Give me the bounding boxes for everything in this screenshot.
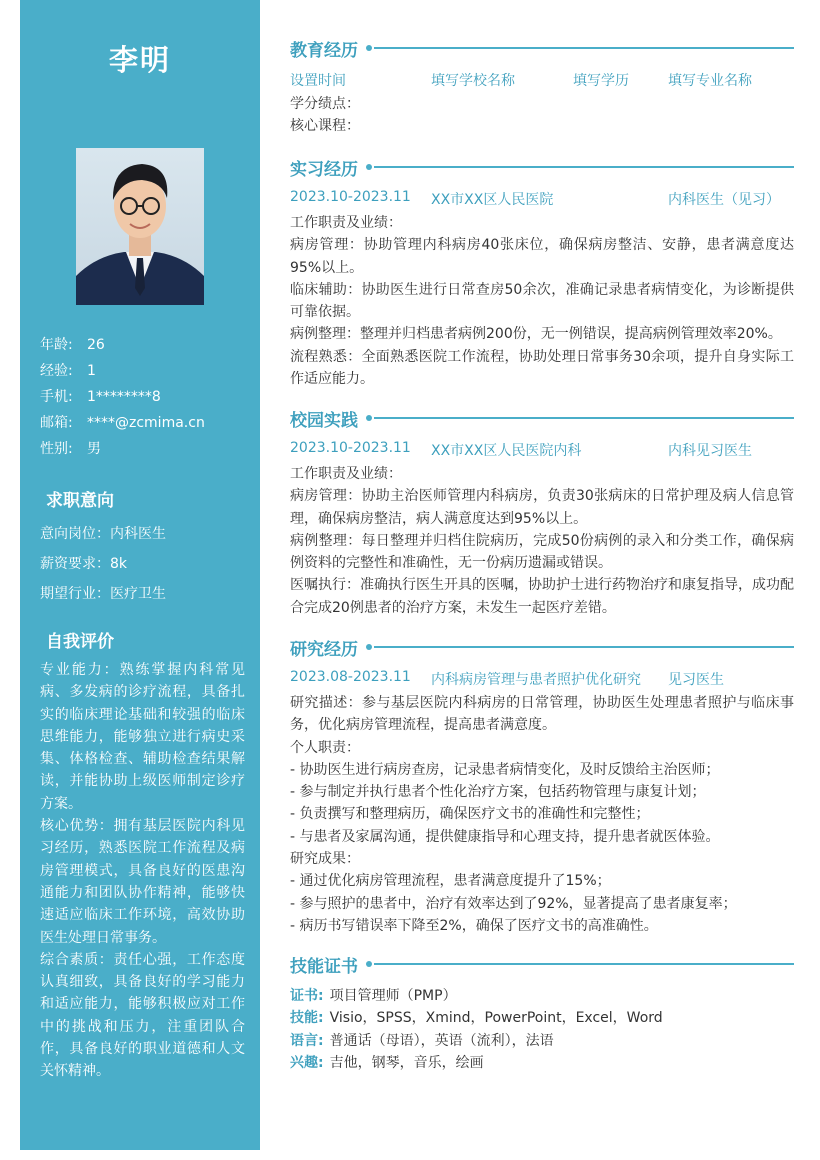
campus-line: 病房管理：协助主治医师管理内科病房，负责30张病床的日常护理及病人信息管理，确保病房整洁，病人满意度达到95%以上。	[290, 488, 794, 527]
info-experience: 经验: 1	[40, 363, 96, 379]
section-research-header	[290, 635, 794, 659]
bullet-dot-icon	[366, 164, 372, 170]
intent-title: 求职意向	[46, 491, 114, 511]
intern-line: 病例整理：整理并归档患者病例200份，无一例错误，提高病例管理效率20%。	[290, 326, 782, 343]
intent-position: 意向岗位：内科医生	[40, 526, 166, 542]
research-line: 研究成果：	[290, 851, 360, 868]
job-intent	[40, 523, 250, 613]
intent-salary: 薪资要求：8k	[40, 556, 128, 572]
edu-major: 填写专业名称	[668, 73, 752, 89]
research-line: - 参与照护的患者中，治疗有效率达到了92%，显著提高了患者康复率；	[290, 895, 737, 912]
skill-interests: 兴趣: 吉他，钢琴，音乐，绘画	[290, 1054, 484, 1071]
intern-role: 内科医生（见习）	[668, 192, 780, 208]
skill-tools: 技能: Visio，SPSS，Xmind，PowerPoint，Excel，Word	[290, 1010, 663, 1027]
intern-org: XX市XX区人民医院	[431, 192, 554, 208]
campus-body	[290, 463, 794, 619]
research-line: - 协助医生进行病房查房，记录患者病情变化，及时反馈给主治医师；	[290, 761, 720, 778]
section-title: 研究经历	[290, 639, 358, 660]
research-line: - 通过优化病房管理流程，患者满意度提升了15%；	[290, 873, 611, 890]
internship-body	[290, 212, 794, 390]
self-eval-paragraph: 核心优势：拥有基层医院内科见习经历，熟悉医院工作流程及病房管理模式，具备良好的医患沟通能力和团队协作精神，能够快速适应临床工作环境，高效协助医生处理日常事务。	[40, 818, 245, 946]
research-line: - 负责撰写和整理病历，确保医疗文书的准确性和完整性；	[290, 806, 650, 823]
education-body	[290, 93, 794, 138]
divider	[374, 417, 794, 419]
divider	[374, 166, 794, 168]
research-line: 研究描述：参与基层医院内科病房的日常管理，协助医生处理患者照护与临床事务，优化病房管理流程，提高患者满意度。	[290, 695, 794, 734]
internship-meta	[290, 189, 794, 209]
intern-time: 2023.10-2023.11	[290, 189, 411, 205]
divider	[374, 47, 794, 49]
section-education-header	[290, 36, 794, 60]
research-body	[290, 692, 794, 937]
research-line: - 参与制定并执行患者个性化治疗方案，包括药物管理与康复计划；	[290, 784, 706, 801]
edu-school: 填写学校名称	[431, 73, 515, 89]
section-skills-header	[290, 952, 794, 976]
bullet-dot-icon	[366, 644, 372, 650]
bullet-dot-icon	[366, 45, 372, 51]
intern-line: 临床辅助：协助医生进行日常查房50余次，准确记录患者病情变化，为诊断提供可靠依据。	[290, 281, 794, 321]
campus-meta	[290, 440, 794, 460]
self-evaluation	[40, 659, 245, 1083]
campus-time: 2023.10-2023.11	[290, 440, 411, 456]
section-campus-header	[290, 406, 794, 430]
section-title: 校园实践	[290, 410, 358, 431]
research-line: 个人职责：	[290, 739, 360, 756]
section-title: 技能证书	[290, 956, 358, 977]
section-internship-header	[290, 155, 794, 179]
intern-line: 工作职责及业绩：	[290, 215, 402, 231]
section-title: 实习经历	[290, 159, 358, 180]
info-gender: 性别: 男	[40, 441, 101, 457]
basic-info	[40, 334, 250, 464]
info-age: 年龄: 26	[40, 337, 105, 353]
campus-line: 医嘱执行：准确执行医生开具的医嘱，协助护士进行药物治疗和康复指导，成功配合完成20例患者的治疗方案，未发生一起医疗差错。	[290, 577, 794, 616]
info-phone: 手机: 1********8	[40, 389, 161, 405]
intern-line: 病房管理：协助管理内科病房40张床位，确保病房整洁、安静，患者满意度达95%以上。	[290, 237, 794, 276]
skill-certificate: 证书: 项目管理师（PMP）	[290, 988, 457, 1004]
education-meta	[290, 70, 794, 90]
bullet-dot-icon	[366, 415, 372, 421]
self-eval-paragraph: 专业能力：熟练掌握内科常见病、多发病的诊疗流程，具备扎实的临床理论基础和较强的临床思维能力，能够独立进行病史采集、体格检查、辅助检查结果解读，并能协助上级医师制定诊疗方案。	[40, 662, 245, 812]
candidate-name: 李明	[108, 43, 171, 77]
self-eval-title: 自我评价	[46, 632, 114, 652]
campus-line: 工作职责及业绩：	[290, 466, 402, 482]
campus-role: 内科见习医生	[668, 443, 752, 459]
divider	[374, 646, 794, 648]
research-meta	[290, 669, 794, 689]
divider	[374, 963, 794, 965]
research-line: - 病历书写错误率下降至2%，确保了医疗文书的高准确性。	[290, 917, 658, 934]
edu-time: 设置时间	[290, 73, 346, 89]
campus-line: 病例整理：每日整理并归档住院病历，完成50份病例的录入和分类工作，确保病例资料的完整性和准确性，无一份病历遗漏或错误。	[290, 532, 794, 572]
info-email: 邮箱: ****@zcmima.cn	[40, 415, 205, 431]
research-time: 2023.08-2023.11	[290, 669, 411, 685]
sidebar	[20, 0, 260, 1150]
research-line: - 与患者及家属沟通，提供健康指导和心理支持，提升患者就医体验。	[290, 828, 720, 845]
edu-line: 学分绩点：	[290, 96, 360, 112]
bullet-dot-icon	[366, 961, 372, 967]
intern-line: 流程熟悉：全面熟悉医院工作流程，协助处理日常事务30余项，提升自身实际工作适应能力。	[290, 348, 794, 388]
section-title: 教育经历	[290, 40, 358, 61]
intent-industry: 期望行业：医疗卫生	[40, 586, 166, 602]
research-project: 内科病房管理与患者照护优化研究	[431, 672, 641, 688]
skills-body	[290, 985, 794, 1074]
edu-degree: 填写学历	[573, 73, 629, 89]
skill-languages: 语言: 普通话（母语），英语（流利），法语	[290, 1032, 554, 1049]
edu-line: 核心课程：	[290, 118, 360, 135]
self-eval-paragraph: 综合素质：责任心强，工作态度认真细致，具备良好的学习能力和适应能力，能够积极应对工作中的挑战和压力，注重团队合作，具备良好的职业道德和人文关怀精神。	[40, 951, 245, 1080]
profile-photo	[76, 148, 204, 305]
campus-org: XX市XX区人民医院内科	[431, 443, 582, 459]
research-role: 见习医生	[668, 672, 724, 688]
